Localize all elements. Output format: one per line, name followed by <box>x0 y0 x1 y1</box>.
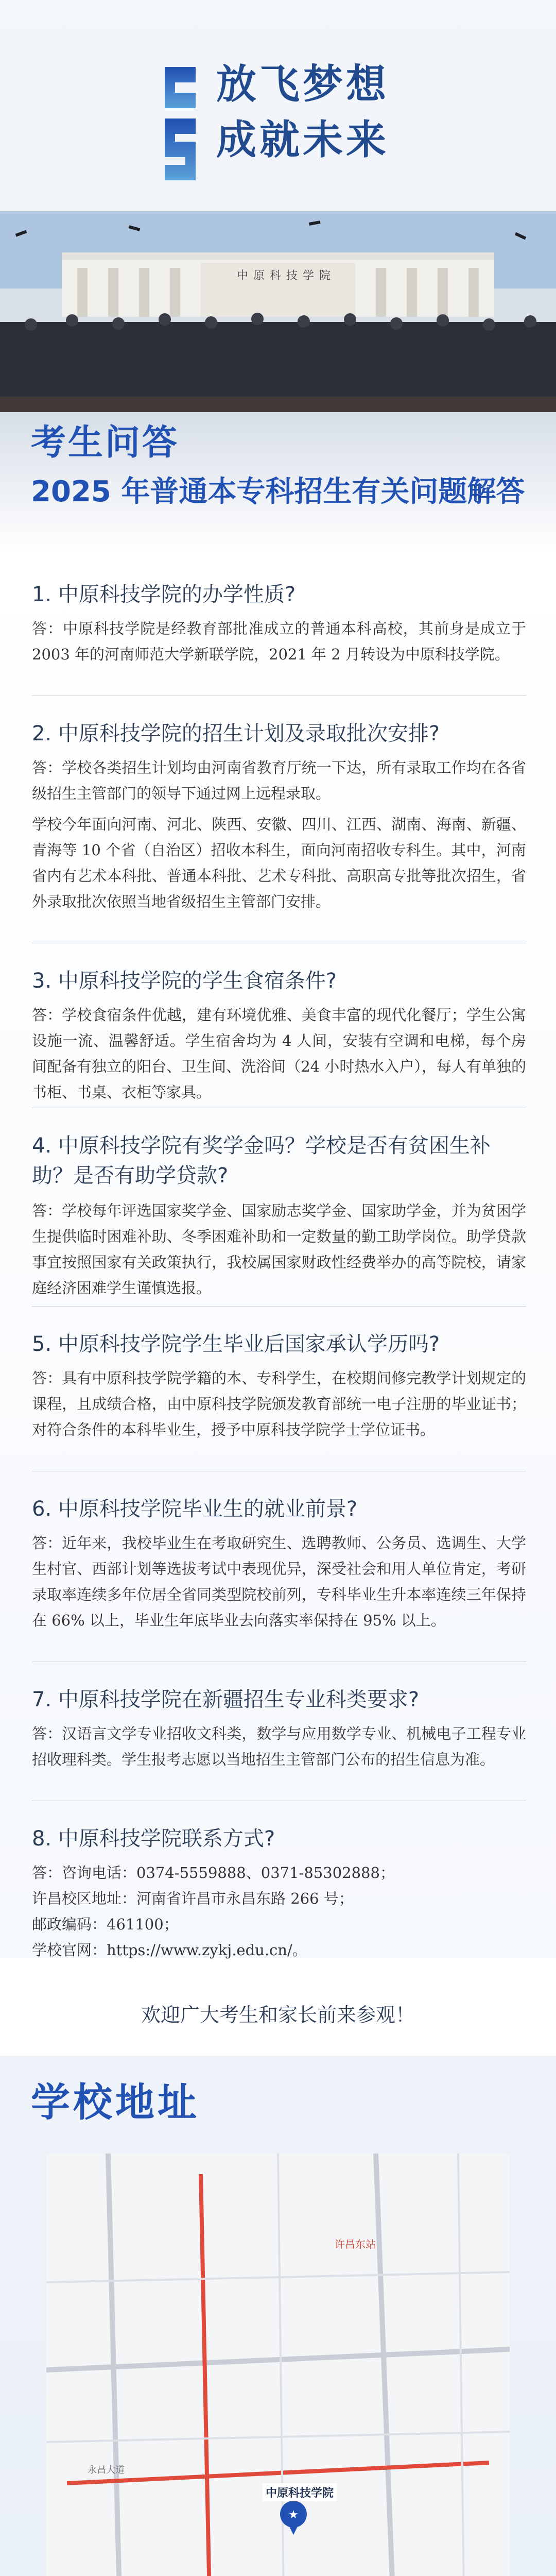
answer-3: 答：学校食宿条件优越，建有环境优雅、美食丰富的现代化餐厅；学生公寓设施一流、温馨舒适。学生宿舍均为 4 人间，安装有空调和电梯，每个房间配备有独立的阳台、卫生间、洗浴间（24 小时热水入户），每人有单独的书柜、书桌、衣柜等家具。 <box>32 1006 526 1101</box>
question-8: 8. 中原科技学院联系方式? <box>32 1827 275 1851</box>
map-school-label: 中原科技学院 <box>263 2483 337 2501</box>
hero <box>0 0 556 554</box>
answer-2-part-1: 答：学校各类招生计划均由河南省教育厅统一下达，所有录取工作均在各省级招生主管部门的领导下通过网上远程录取。 <box>32 759 526 802</box>
contact-website[interactable]: 学校官网：https://www.zykj.edu.cn/。 <box>32 1941 307 1959</box>
contact-postcode: 邮政编码：461100； <box>32 1916 179 1933</box>
map-road-label-1: 永昌大道 <box>88 2465 125 2476</box>
contact-address: 许昌校区地址：河南省许昌市永昌东路 266 号； <box>32 1890 354 1907</box>
question-3: 3. 中原科技学院的学生食宿条件? <box>32 969 337 993</box>
question-7: 7. 中原科技学院在新疆招生专业科类要求? <box>32 1688 420 1711</box>
school-logo-icon <box>154 62 206 185</box>
address-title: 学校地址 <box>31 2079 200 2125</box>
welcome-text: 欢迎广大考生和家长前来参观！ <box>141 2004 415 2026</box>
slogan <box>216 57 389 168</box>
qa-subtitle: 2025 年普通本专科招生有关问题解答 <box>31 475 525 509</box>
qa-header <box>31 415 525 510</box>
slogan-line-1: 放飞梦想 <box>216 61 390 108</box>
contact-phone: 答：咨询电话：0374-5559888、0371-85302888； <box>32 1864 395 1882</box>
question-6: 6. 中原科技学院毕业生的就业前景? <box>32 1497 358 1521</box>
graduation-photo <box>0 211 556 412</box>
answer-4: 答：学校每年评选国家奖学金、国家励志奖学金、国家助学金，并为贫困学生提供临时困难补助、冬季困难补助和一定数量的勤工助学岗位。助学贷款事宜按照国家有关政策执行，我校属国家财政性经费举办的高等院校，请家庭经济困难学生谨慎选报。 <box>32 1202 526 1297</box>
answer-2-part-2: 学校今年面向河南、河北、陕西、安徽、四川、江西、湖南、海南、新疆、青海等 10 个省（自治区）招收本科生，面向河南招收专科生。其中，河南省内有艺术本科批、普通本科批、艺术专科批、高职高专批等批次招生，省外录取批次依照当地省级招生主管部门安排。 <box>32 816 526 910</box>
question-5: 5. 中原科技学院学生毕业后国家承认学历吗? <box>32 1332 440 1356</box>
photo-banner-text: 中原科技学院 <box>237 269 336 282</box>
divider <box>32 1306 526 1307</box>
svg-text:★: ★ <box>288 2509 299 2521</box>
answer-1: 答：中原科技学院是经教育部批准成立的普通本科高校，其前身是成立于 2003 年的河南师范大学新联学院，2021 年 2 月转设为中原科技学院。 <box>32 620 526 663</box>
answer-6: 答：近年来，我校毕业生在考取研究生、选聘教师、公务员、选调生、大学生村官、西部计划等选拔考试中表现优异，深受社会和用人单位肯定，考研录取率连续多年位居全省同类型院校前列，专科毕业生升本率连续三年保持在 66% 以上，毕业生年底毕业去向落实率保持在 95% 以上。 <box>32 1534 526 1629</box>
answer-5: 答：具有中原科技学院学籍的本、专科学生，在校期间修完教学计划规定的课程，且成绩合格，由中原科技学院颁发教育部统一电子注册的毕业证书；对符合条件的本科毕业生，授予中原科技学院学士学位证书。 <box>32 1369 526 1438</box>
slogan-line-2: 成就未来 <box>216 117 390 163</box>
question-4: 4. 中原科技学院有奖学金吗？学校是否有贫困生补助？是否有助学贷款? <box>32 1134 491 1188</box>
question-1: 1. 中原科技学院的办学性质? <box>32 583 296 606</box>
qa-title: 考生问答 <box>31 422 180 463</box>
answer-7: 答：汉语言文学专业招收文科类，数学与应用数学专业、机械电子工程专业招收理科类。学生报考志愿以当地招生主管部门公布的招生信息为准。 <box>32 1725 526 1768</box>
map-station-label: 许昌东站 <box>335 2238 376 2250</box>
campus-map[interactable] <box>46 2154 510 2576</box>
question-2: 2. 中原科技学院的招生计划及录取批次安排? <box>32 722 440 745</box>
